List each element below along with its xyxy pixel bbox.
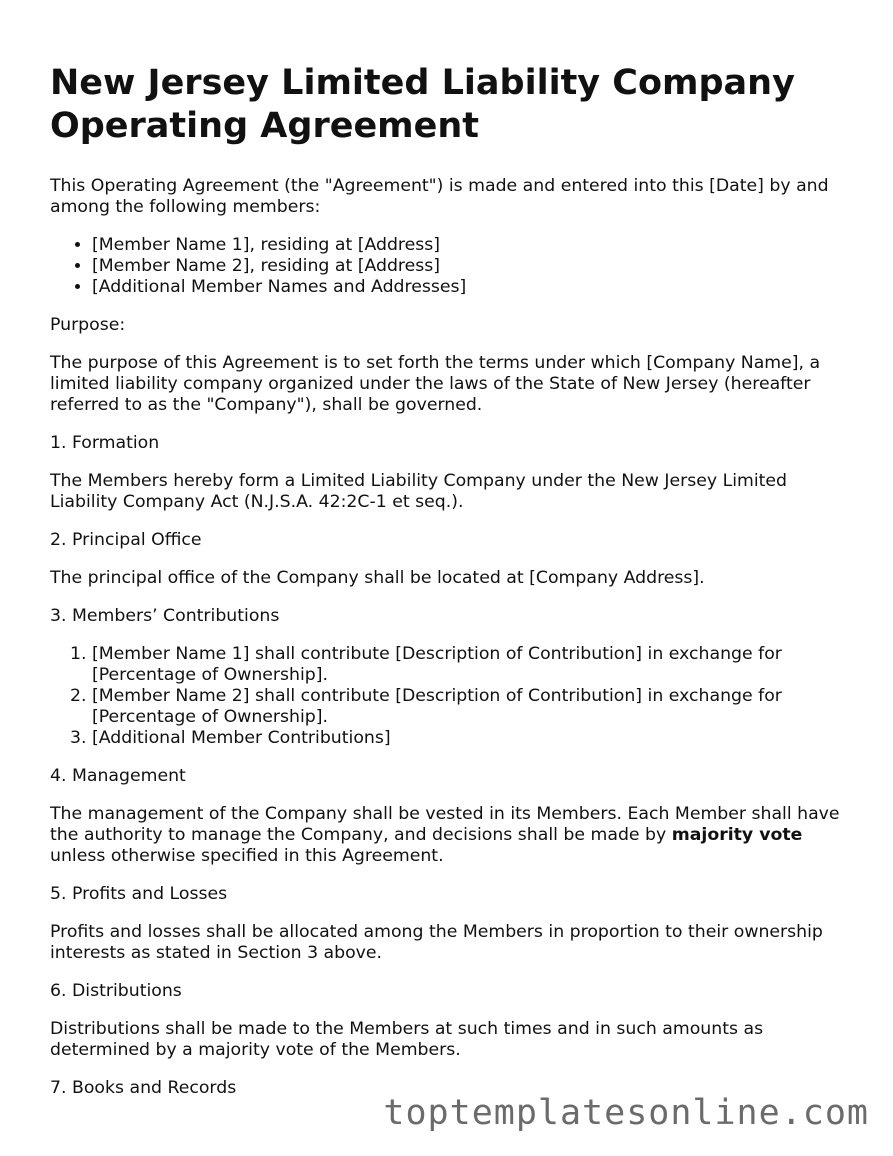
management-text-bold: majority vote — [671, 825, 803, 845]
purpose-label: Purpose: — [50, 315, 126, 335]
section-heading-books: 7. Books and Records — [50, 1078, 237, 1098]
section-heading-management: 4. Management — [50, 766, 186, 786]
document-body — [50, 62, 850, 1116]
section-heading-formation: 1. Formation — [50, 433, 160, 453]
title-line-2: Operating Agreement — [50, 106, 480, 146]
purpose-paragraph: The purpose of this Agreement is to set forth the terms under which [Company Name], a limited liability company organized under the laws of the State of New Jersey (hereafter referred to as the "Company"), shall be governed. — [50, 353, 821, 415]
management-text-start: The management of the Company shall be vested in its Members. Each Member shall have the authority to manage the Company, and decisions shall be made by — [50, 804, 840, 845]
page-title — [50, 62, 850, 148]
section-text-management — [50, 804, 850, 867]
intro-paragraph: This Operating Agreement (the "Agreement") is made and entered into this [Date] by and among the following members: — [50, 176, 829, 217]
section-text-office: The principal office of the Company shall be located at [Company Address]. — [50, 568, 705, 588]
list-item: 2. [Member Name 2] shall contribute [Description of Contribution] in exchange for [Percentage of Ownership]. — [92, 686, 850, 728]
section-text-formation: The Members hereby form a Limited Liability Company under the New Jersey Limited Liability Company Act (N.J.S.A. 42:2C-1 et seq.). — [50, 471, 788, 512]
list-item: • [Member Name 1], residing at [Address] — [92, 235, 850, 256]
list-item: 1. [Member Name 1] shall contribute [Description of Contribution] in exchange for [Percentage of Ownership]. — [92, 644, 850, 686]
list-item: 3. [Additional Member Contributions] — [92, 728, 850, 749]
watermark: toptemplatesonline.com — [383, 1093, 869, 1133]
section-text-profits: Profits and losses shall be allocated among the Members in proportion to their ownership interests as stated in Section 3 above. — [50, 922, 823, 963]
management-text-end: unless otherwise specified in this Agreement. — [50, 846, 444, 866]
section-text-distributions: Distributions shall be made to the Members at such times and in such amounts as determined by a majority vote of the Members. — [50, 1019, 764, 1060]
member-list — [50, 235, 850, 298]
title-line-1: New Jersey Limited Liability Company — [50, 63, 795, 103]
section-heading-contributions: 3. Members’ Contributions — [50, 606, 280, 626]
section-heading-office: 2. Principal Office — [50, 530, 202, 550]
section-heading-profits: 5. Profits and Losses — [50, 884, 228, 904]
list-item: • [Additional Member Names and Addresses] — [92, 277, 850, 298]
section-heading-distributions: 6. Distributions — [50, 981, 182, 1001]
contribution-list — [50, 644, 850, 749]
list-item: • [Member Name 2], residing at [Address] — [92, 256, 850, 277]
